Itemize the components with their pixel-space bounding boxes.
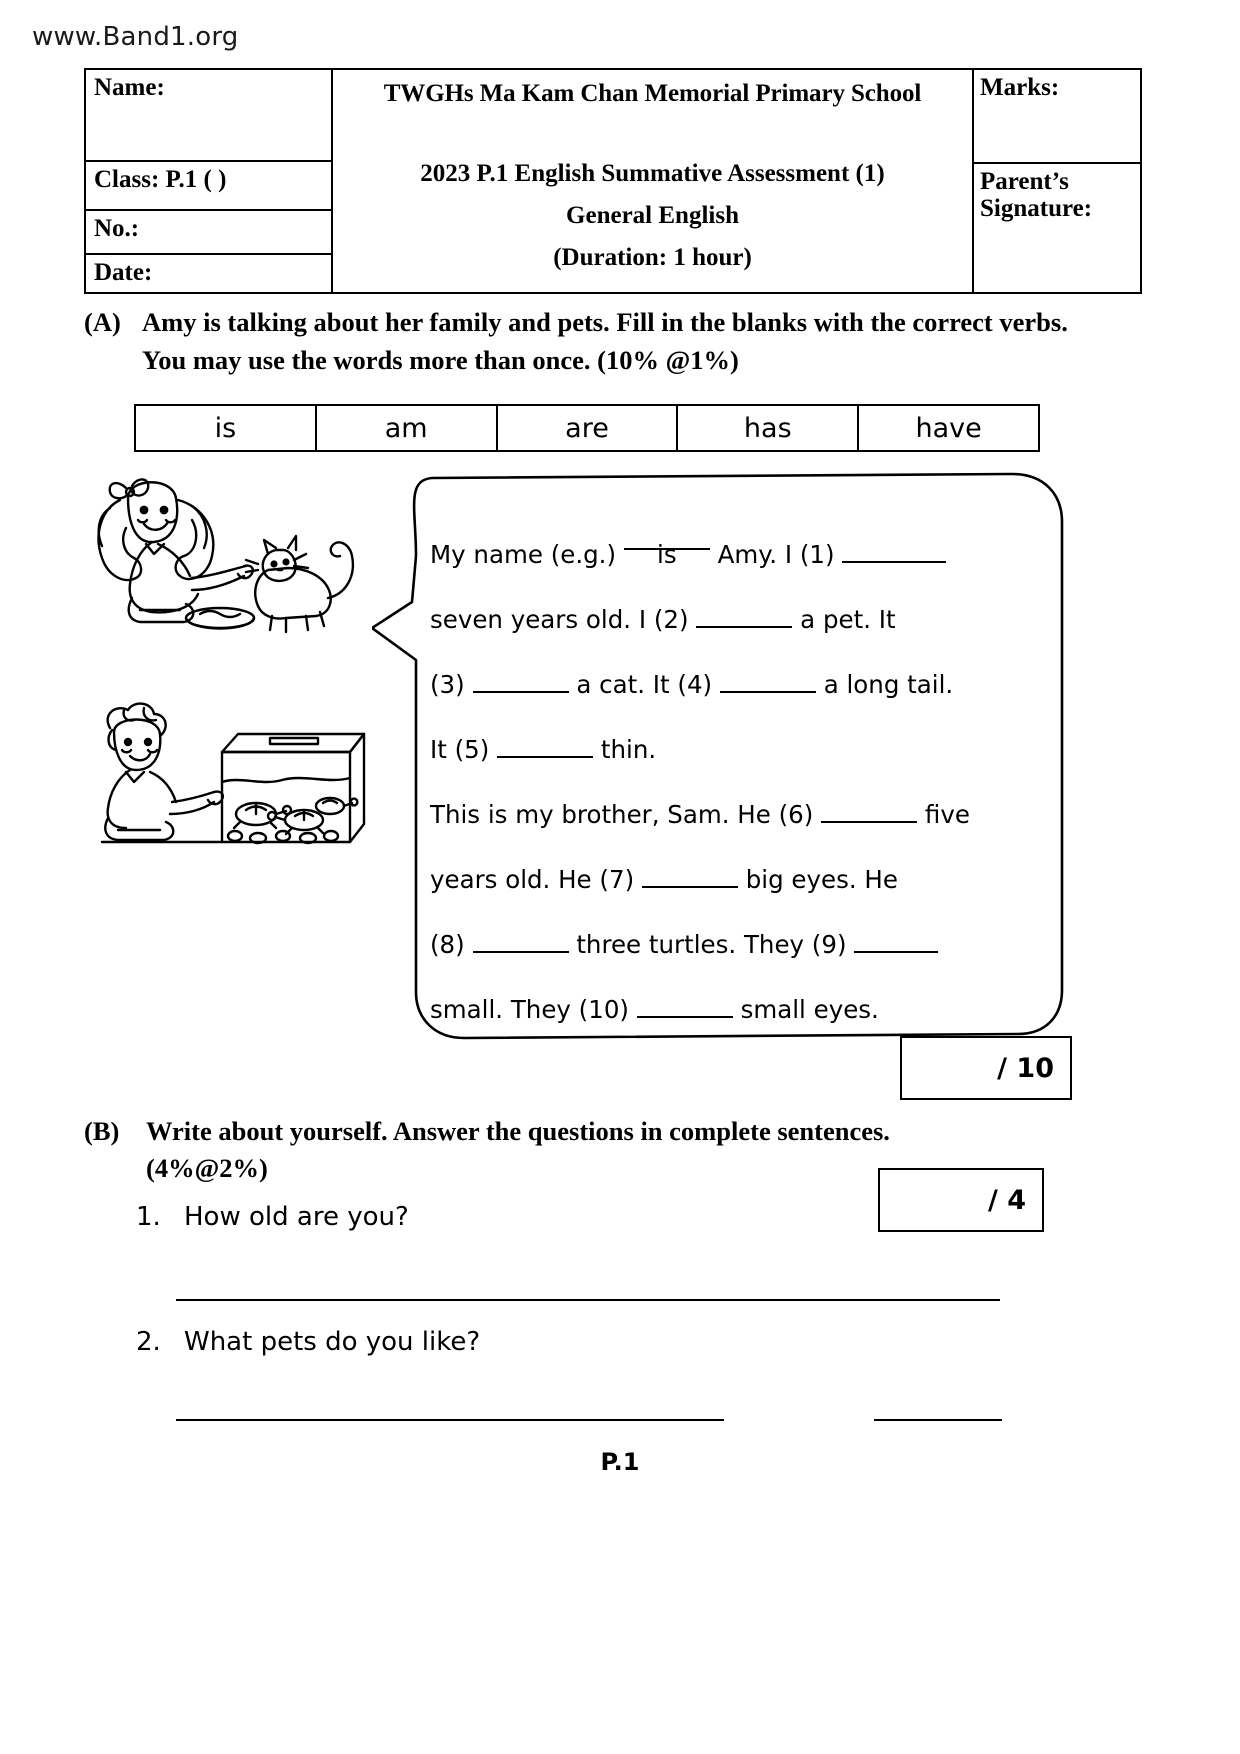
passage-text: thin.: [600, 735, 657, 764]
passage-text: a pet. It: [800, 605, 896, 634]
exam-title-column: [333, 70, 974, 292]
passage-text: small. They (10): [430, 995, 629, 1024]
section-a-instruction-text: Amy is talking about her family and pets. Fill in the blanks with the correct verbs. You may use the words more than once. (10% @1%): [142, 307, 1068, 375]
passage-text: five: [924, 800, 970, 829]
marks-column: [974, 70, 1140, 292]
answer-blank-3[interactable]: [473, 665, 569, 693]
question-item: [136, 1327, 480, 1357]
word-bank-item: have: [915, 412, 982, 444]
word-bank-item: are: [498, 406, 679, 450]
answer-line-2a[interactable]: [176, 1419, 724, 1421]
word-bank: [134, 404, 1040, 452]
question-number: 2.: [136, 1327, 161, 1357]
passage-text: years old. He (7): [430, 865, 635, 894]
passage-text: three turtles. They (9): [576, 930, 847, 959]
question-item: [136, 1202, 409, 1232]
name-field-label: Name:: [86, 70, 331, 162]
passage-text: (3): [430, 670, 465, 699]
answer-blank-2[interactable]: [696, 600, 792, 628]
section-b-points: (4%@2%): [146, 1152, 268, 1183]
page-number: P.1: [600, 1448, 640, 1476]
speech-bubble-text: [430, 522, 1040, 1042]
passage-text: My name (e.g.): [430, 540, 617, 569]
passage-text: (8): [430, 930, 465, 959]
passage-text: It (5): [430, 735, 490, 764]
section-b-tag: (B): [84, 1116, 120, 1146]
question-text: What pets do you like?: [184, 1327, 481, 1357]
question-text: How old are you?: [184, 1202, 409, 1232]
passage-text: big eyes. He: [745, 865, 898, 894]
answer-blank-example[interactable]: is: [624, 522, 710, 550]
passage-line-8: [430, 977, 1040, 1042]
answer-blank-4[interactable]: [720, 665, 816, 693]
answer-blank-1[interactable]: [842, 535, 946, 563]
word-bank-item: am: [317, 406, 498, 450]
section-a-tag: (A): [84, 307, 121, 337]
school-name: TWGHs Ma Kam Chan Memorial Primary School: [383, 80, 922, 107]
answer-line-2b[interactable]: [874, 1419, 1002, 1421]
site-watermark: www.Band1.org: [32, 22, 239, 52]
answer-blank-5[interactable]: [497, 730, 593, 758]
passage-text: seven years old. I (2): [430, 605, 689, 634]
section-a-instruction: [84, 304, 1114, 379]
parent-signature-label: Parent’s Signature:: [980, 168, 1093, 222]
speech-bubble: [372, 460, 1072, 1080]
answer-blank-7[interactable]: [642, 860, 738, 888]
word-bank-item: is: [136, 406, 317, 450]
passage-line-5: [430, 782, 1040, 847]
section-b-score-box: / 4: [878, 1168, 1044, 1232]
passage-line-1: [430, 522, 1040, 587]
passage-line-2: [430, 587, 1040, 652]
exam-duration: (Duration: 1 hour): [553, 244, 752, 271]
word-bank-item: has: [678, 406, 859, 450]
passage-line-6: [430, 847, 1040, 912]
exam-title: 2023 P.1 English Summative Assessment (1): [420, 160, 885, 187]
date-field-label: Date:: [94, 258, 153, 286]
exam-header-table: [84, 68, 1142, 294]
passage-text: small eyes.: [740, 995, 879, 1024]
passage-text: a long tail.: [823, 670, 954, 699]
passage-text: This is my brother, Sam. He (6): [430, 800, 814, 829]
passage-line-3: [430, 652, 1040, 717]
section-b-instruction-text: Write about yourself. Answer the questions in complete sentences.: [146, 1116, 890, 1146]
boy-with-turtle-tank-icon: [72, 690, 382, 865]
answer-blank-10[interactable]: [637, 990, 733, 1018]
passage-text: a cat. It (4): [576, 670, 713, 699]
passage-line-4: [430, 717, 1040, 782]
subject-name: General English: [566, 202, 739, 229]
passage-text: Amy. I (1): [717, 540, 835, 569]
section-a-score-box: / 10: [900, 1036, 1072, 1100]
class-field-label: Class: P.1 ( ): [86, 162, 331, 211]
passage-line-7: [430, 912, 1040, 977]
marks-label: Marks:: [974, 70, 1140, 164]
answer-line-1[interactable]: [176, 1299, 1000, 1301]
answer-blank-9[interactable]: [854, 925, 938, 953]
girl-with-cat-icon: [80, 458, 370, 653]
number-field-label: No.:: [86, 211, 331, 254]
student-info-column: [86, 70, 333, 292]
question-number: 1.: [136, 1202, 161, 1232]
answer-blank-6[interactable]: [821, 795, 917, 823]
answer-blank-8[interactable]: [473, 925, 569, 953]
